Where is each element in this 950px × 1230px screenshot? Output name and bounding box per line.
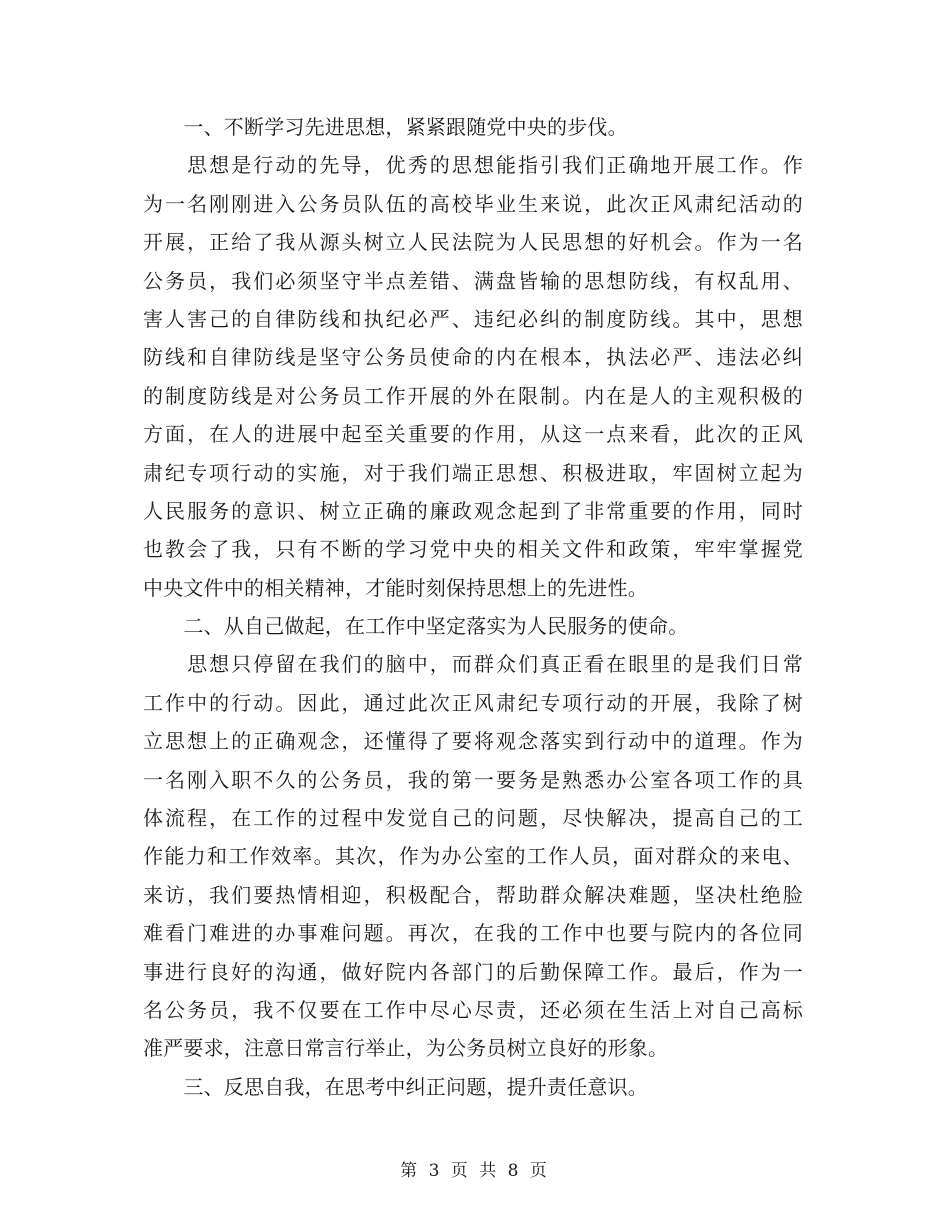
text-line: 准严要求，注意日常言行举止，为公务员树立良好的形象。	[143, 1036, 669, 1061]
text-line: 工作中的行动。因此，通过此次正风肃纪专项行动的开展，我除了树	[143, 690, 803, 715]
text-line: 思想只停留在我们的脑中，而群众们真正看在眼里的是我们日常	[143, 652, 803, 677]
text-line: 公务员，我们必须坚守半点差错、满盘皆输的思想防线，有权乱用、	[143, 268, 803, 293]
text-line: 一、不断学习先进思想，紧紧跟随党中央的步伐。	[143, 115, 628, 139]
text-line: 思想是行动的先导，优秀的思想能指引我们正确地开展工作。作	[143, 153, 803, 178]
document-body	[143, 108, 803, 1106]
text-line: 难看门难进的办事难问题。再次，在我的工作中也要与院内的各位同	[143, 921, 803, 946]
text-line: 一名刚入职不久的公务员，我的第一要务是熟悉办公室各项工作的具	[143, 767, 803, 792]
text-line: 立思想上的正确观念，还懂得了要将观念落实到行动中的道理。作为	[143, 729, 803, 754]
text-line: 方面，在人的进展中起至关重要的作用，从这一点来看，此次的正风	[143, 422, 803, 447]
text-line: 体流程，在工作的过程中发觉自己的问题，尽快解决，提高自己的工	[143, 806, 803, 831]
text-line: 中央文件中的相关精神，才能时刻保持思想上的先进性。	[143, 575, 648, 600]
text-line: 开展，正给了我从源头树立人民法院为人民思想的好机会。作为一名	[143, 230, 803, 255]
text-line: 来访，我们要热情相迎，积极配合，帮助群众解决难题，坚决杜绝脸	[143, 882, 803, 907]
text-line: 作能力和工作效率。其次，作为办公室的工作人员，面对群众的来电、	[143, 844, 803, 869]
text-line: 人民服务的意识、树立正确的廉政观念起到了非常重要的作用，同时	[143, 498, 803, 523]
text-line: 的制度防线是对公务员工作开展的外在限制。内在是人的主观积极的	[143, 383, 803, 408]
text-line: 二、从自己做起，在工作中坚定落实为人民服务的使命。	[143, 614, 689, 639]
text-line: 害人害己的自律防线和执纪必严、违纪必纠的制度防线。其中，思想	[143, 306, 803, 331]
text-line: 三、反思自我，在思考中纠正问题，提升责任意识。	[143, 1074, 648, 1099]
text-line: 也教会了我，只有不断的学习党中央的相关文件和政策，牢牢掌握党	[143, 537, 803, 562]
text-line: 防线和自律防线是坚守公务员使命的内在根本，执法必严、违法必纠	[143, 345, 803, 370]
text-line: 名公务员，我不仅要在工作中尽心尽责，还必须在生活上对自己高标	[143, 997, 803, 1022]
page-footer: 第 3 页 共 8 页	[400, 1161, 550, 1181]
text-line: 为一名刚刚进入公务员队伍的高校毕业生来说，此次正风肃纪活动的	[143, 191, 803, 216]
text-line: 事进行良好的沟通，做好院内各部门的后勤保障工作。最后，作为一	[143, 959, 803, 984]
text-line: 肃纪专项行动的实施，对于我们端正思想、积极进取，牢固树立起为	[143, 460, 803, 485]
